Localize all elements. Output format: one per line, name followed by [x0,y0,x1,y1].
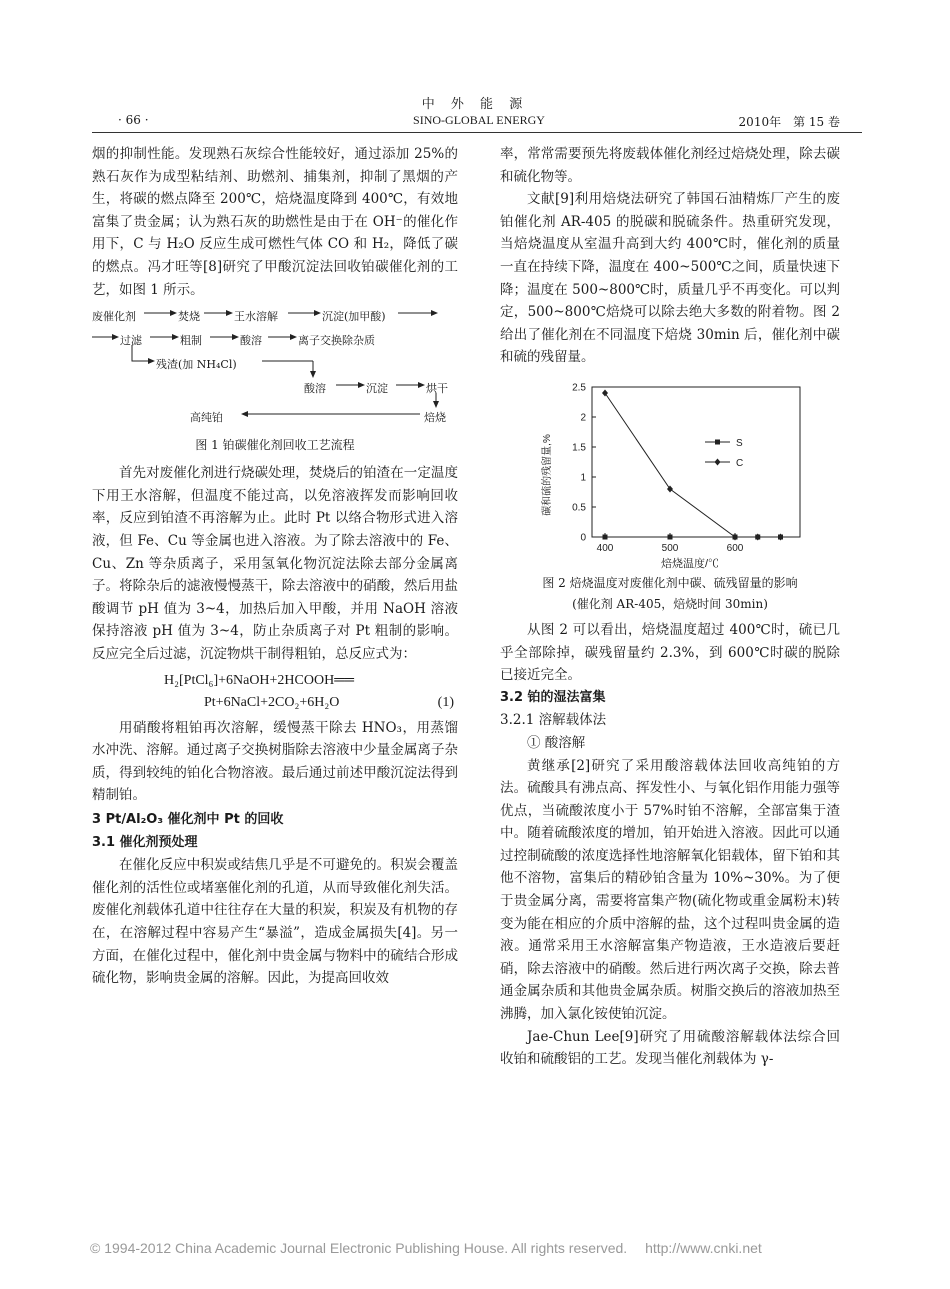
copyright-text: © 1994-2012 China Academic Journal Electronic Publishing House. All rights reserved. [90,1240,628,1256]
y-tick-label: 2 [580,412,586,424]
flow-node: 焙烧 [424,411,446,425]
figure-2-chart [500,377,840,573]
flow-node: 残渣(加 NH₄Cl) [156,358,237,372]
page-header [118,113,840,131]
legend-label: S [736,437,743,449]
paragraph: 在催化反应中积炭或结焦几乎是不可避免的。积炭会覆盖催化剂的活性位或堵塞催化剂的孔道，从而导致催化剂失活。废催化剂载体孔道中往往存在大量的积炭，积炭及有机物的存在，在溶解过程中容易产生“暴溢”，造成金属损失[4]。另一方面，在催化过程中，催化剂中贵金属与物料中的硫结合形成硫化物，影响贵金属的溶解。因此，为提高回收效 [92,857,458,987]
journal-title-cn: 中 外 能 源 [421,97,529,112]
paragraph: 从图 2 可以看出，焙烧温度超过 400℃时，硫已几乎全部除掉，碳残留量约 2.3%，到 600℃时碳的脱除已接近完全。 [500,621,840,684]
paragraph: Jae-Chun Lee[9]研究了用硫酸溶解载体法综合回收铂和硫酸铝的工艺。发现当催化剂载体为 γ- [500,1028,840,1068]
equation-line-2 [92,692,458,715]
flow-node: 高纯铂 [190,411,223,425]
flow-node: 废催化剂 [92,310,136,324]
figure-1-caption: 图 1 铂碳催化剂回收工艺流程 [195,438,355,453]
footer [90,1240,890,1256]
figure-2 [500,377,840,573]
flow-node: 过滤 [120,334,142,348]
y-tick-label: 1.5 [572,442,586,454]
x-axis-label: 焙烧温度/℃ [660,557,720,570]
legend-marker [715,458,721,465]
data-point-S [668,534,673,539]
footer-url[interactable]: http://www.cnki.net [645,1240,762,1256]
paragraph: 文献[9]利用焙烧法研究了韩国石油精炼厂产生的废铂催化剂 AR-405 的脱碳和脱硫条件。热重研究发现，当焙烧温度从室温升高到大约 400℃时，催化剂的质量一直在持续下降，温度在 400~500℃之间，质量快速下降；温度在 500~800℃时，质量几乎不再变化。可以判定，500~800℃焙烧可以除去绝大多数的附着物。图 2 给出了催化剂在不同温度下焙烧 30min 后，催化剂中碳和硫的残留量。 [500,191,840,366]
y-tick-label: 0 [580,532,586,544]
paragraph: 首先对废催化剂进行烧碳处理，焚烧后的铂渣在一定温度下用王水溶解，但温度不能过高，以免溶液挥发而影响回收率，反应到铂渣不再溶解为止。此时 Pt 以络合物形式进入溶液，但 Fe、Cu 等金属也进入溶液。为了除去溶液中的 Fe、Cu、Zn 等杂质离子，采用氢氧化物沉淀法除去部分金属离子。将除杂后的滤液慢慢蒸干，除去溶液中的硝酸，然后用盐酸调节 pH 值为 3~4，加热后加入甲酸，并用 NaOH 溶液保持溶液 pH 值为 3~4，防止杂质离子对 Pt 粗制的影响。反应完全后过滤，沉淀物烘干制得粗铂，总反应式为： [92,465,458,662]
figure-1-flowchart [92,301,458,441]
legend-label: C [736,457,744,469]
figure-2-caption-note: (催化剂 AR-405，焙烧时间 30min) [572,596,768,611]
paragraph: 用硝酸将粗铂再次溶解，缓慢蒸干除去 HNO₃，用蒸馏水冲洗、溶解。通过离子交换树脂除去溶液中少量金属离子杂质，得到较纯的铂化合物溶液。最后通过前述甲酸沉淀法得到精制铂。 [92,719,458,804]
equation-body: Pt+6NaCl+2CO₂+6H₂O [204,695,340,711]
plot-frame [592,387,800,537]
y-tick-label: 2.5 [572,382,586,394]
section-heading: 3 Pt/Al₂O₃ 催化剂中 Pt 的回收 [92,812,284,828]
flow-node: 烘干 [426,382,448,396]
legend-marker [715,439,720,444]
header-rule [92,132,862,133]
equation-line-1: H₂[PtCl₆]+6NaOH+2HCOOH══ [164,672,355,688]
y-axis-label: 碳和硫的残留量,% [542,434,553,516]
journal-title-en: SINO-GLOBAL ENERGY [413,113,545,127]
y-tick-label: 0.5 [572,502,586,514]
flow-node: 酸溶 [304,382,326,396]
equation-number: (1) [437,695,454,711]
right-column [500,143,840,1071]
flow-node: 王水溶解 [234,310,278,324]
y-tick-label: 1 [580,472,586,484]
volume-info: 2010年 第 15 卷 [738,115,840,129]
flow-node: 沉淀(加甲酸) [322,310,386,324]
paragraph: 烟的抑制性能。发现熟石灰综合性能较好，通过添加 25%的熟石灰作为成型粘结剂、助燃剂、捕集剂，抑制了黑烟的产生，将碳的燃点降至 200℃，焙烧温度降到 400℃，有效地富集了贵金属；认为熟石灰的助燃性是由于在 OH⁻的催化作用下，C 与 H₂O 反应生成可燃性气体 CO 和 H₂，降低了碳的燃点。冯才旺等[8]研究了甲酸沉淀法回收铂碳催化剂的工艺，如图 1 所示。 [92,146,458,298]
subsection-heading: 3.2 铂的湿法富集 [500,689,606,705]
flow-node: 沉淀 [366,382,388,396]
flow-node: 粗制 [180,334,202,348]
left-column [92,143,458,990]
paragraph: 率，常常需要预先将废载体催化剂经过焙烧处理，除去碳和硫化物等。 [500,146,840,185]
x-tick-label: 600 [726,542,744,554]
x-tick-label: 400 [596,542,614,554]
x-tick-label: 500 [661,542,679,554]
subsection-heading: 3.1 催化剂预处理 [92,834,198,850]
subsubsection-heading: 3.2.1 溶解载体法 [500,712,607,729]
figure-2-caption: 图 2 焙烧温度对废催化剂中碳、硫残留量的影响 [542,575,798,590]
page-number: · 66 · [118,113,149,127]
paragraph: 黄继承[2]研究了采用酸溶载体法回收高纯铂的方法。硫酸具有沸点高、挥发性小、与氧化铝作用能力强等优点，当硫酸浓度小于 57%时铂不溶解，全部富集于渣中。随着硫酸浓度的增加，铂开始进入溶液。因此可以通过控制硫酸的浓度选择性地溶解氧化铝载体，留下铂和其他不溶物，富集后的精砂铂含量为 10%~30%。为了便于贵金属分离，需要将富集产物(硫化物或重金属粉末)转变为能在相应的介质中溶解的盐，这个过程叫贵金属的造液。通常采用王水溶解富集产物造液，王水造液后要赶硝，除去溶液中的硝酸。然后进行两次离子交换，除去普通金属杂质和其他贵金属杂质。树脂交换后的溶液加热至沸腾，加入氯化铵使铂沉淀。 [500,757,840,1023]
data-point-S [603,534,608,539]
subsubsubsection-heading: ① 酸溶解 [527,734,586,751]
series-line-C [605,393,781,537]
flow-node: 酸溶 [240,334,262,348]
flow-node: 焚烧 [178,310,200,324]
flow-node: 离子交换除杂质 [298,334,375,348]
